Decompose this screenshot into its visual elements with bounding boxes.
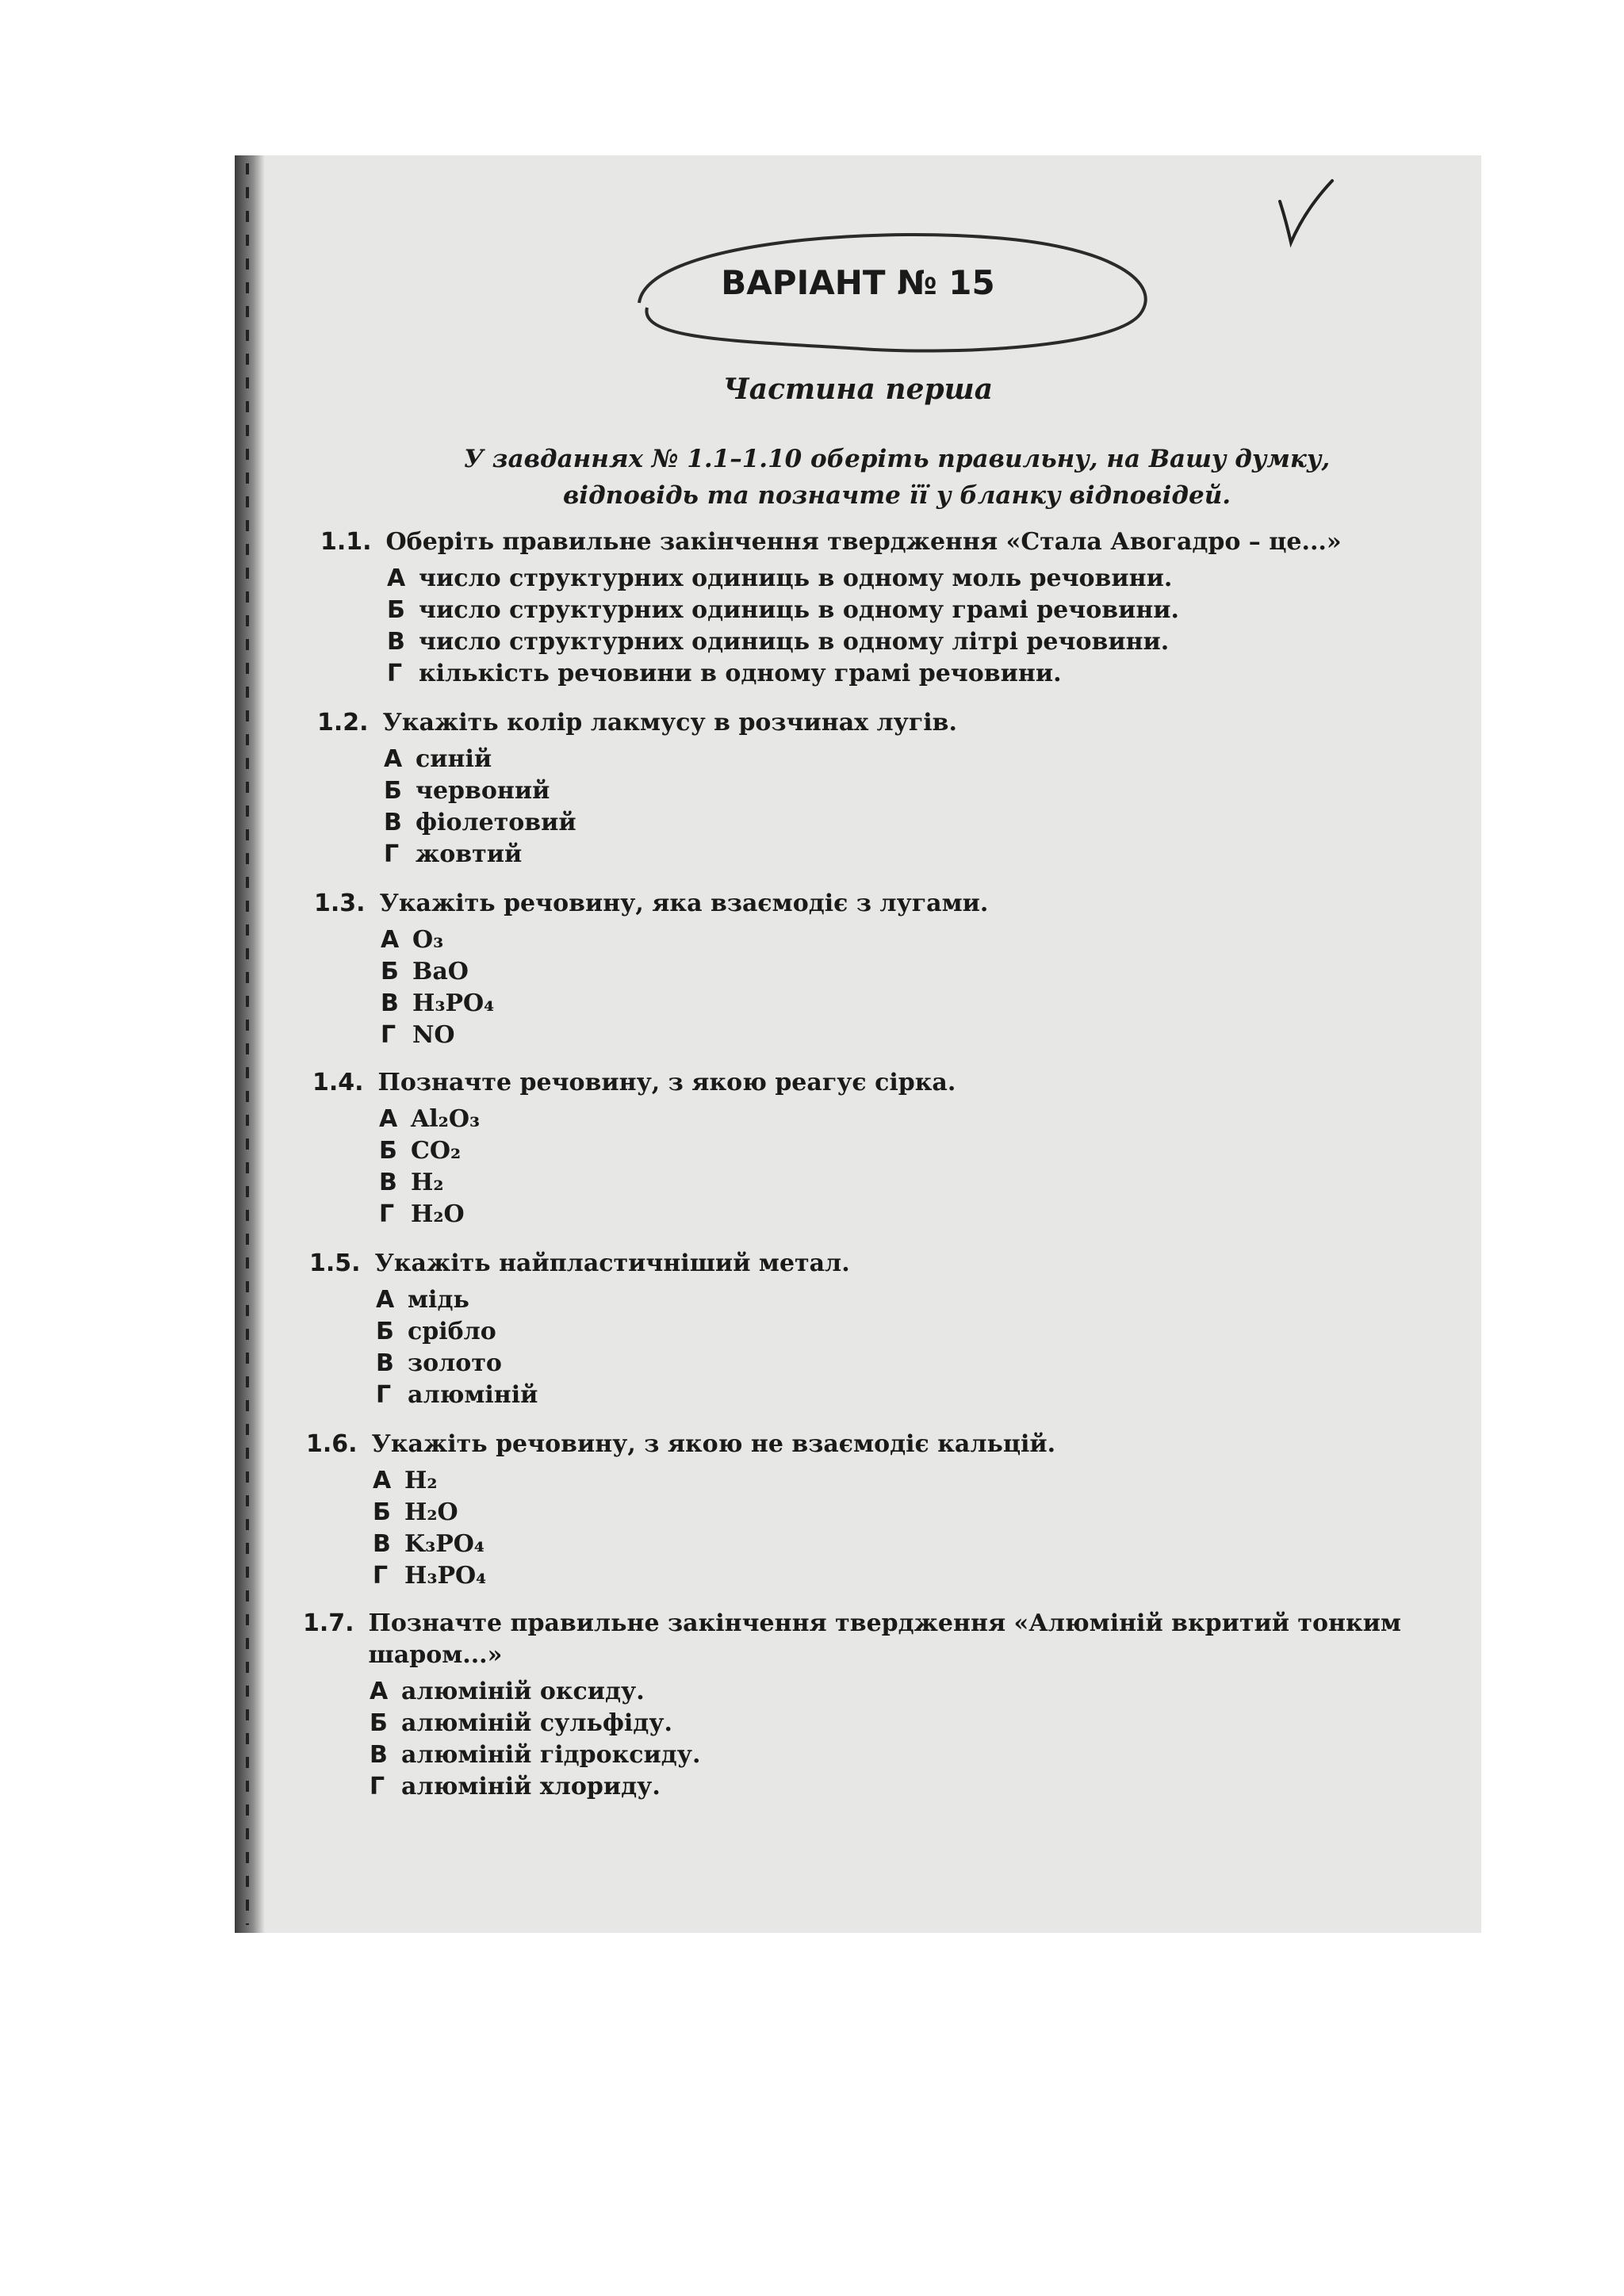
option-letter: Б <box>384 777 402 805</box>
option-text: алюміній оксиду. <box>401 1678 645 1705</box>
option-g <box>373 1560 1400 1592</box>
option-text: число структурних одиниць в одному літрі речовини. <box>419 628 1170 656</box>
option-text: червоний <box>416 777 550 805</box>
option-b <box>373 1497 1400 1529</box>
question-1-2 <box>317 707 1411 871</box>
option-letter: Б <box>379 1137 397 1165</box>
option-letter: В <box>381 989 399 1017</box>
option-letter: А <box>381 926 400 954</box>
option-letter: Б <box>373 1498 391 1526</box>
option-v <box>381 988 1408 1020</box>
option-v <box>384 807 1411 839</box>
option-a <box>381 924 1408 956</box>
option-letter: Б <box>370 1709 388 1737</box>
question-text: Позначте речовину, з якою реагує сірка. <box>377 1069 956 1096</box>
question-number: 1.4. <box>312 1069 364 1096</box>
option-letter: Б <box>376 1318 394 1345</box>
option-text: алюміній <box>408 1381 538 1409</box>
option-v <box>370 1739 1461 1771</box>
option-text: фіолетовий <box>416 809 576 836</box>
option-letter: Б <box>387 596 405 624</box>
option-letter: Г <box>381 1021 396 1049</box>
option-letter: Г <box>373 1562 389 1590</box>
option-a <box>379 1104 1407 1135</box>
option-text: число структурних одиниць в одному грамі речовини. <box>419 596 1179 624</box>
option-text: Al₂O₃ <box>411 1105 481 1133</box>
option-letter: А <box>384 745 403 773</box>
option-text: кількість речовини в одному грамі речовини. <box>419 660 1062 687</box>
handwritten-checkmark-icon <box>1274 178 1337 249</box>
option-text: жовтий <box>416 840 523 868</box>
question-number: 1.1. <box>320 528 372 556</box>
answer-options <box>370 1676 1461 1803</box>
option-v <box>387 626 1415 658</box>
option-a <box>373 1465 1400 1497</box>
option-text: мідь <box>408 1286 469 1314</box>
question-number: 1.2. <box>317 709 369 737</box>
option-v <box>379 1167 1407 1199</box>
option-letter: В <box>384 809 402 836</box>
page-edge-cut-line <box>246 163 249 1925</box>
option-b <box>376 1316 1404 1348</box>
option-letter: А <box>376 1286 395 1314</box>
answer-options <box>379 1104 1407 1230</box>
question-number: 1.7. <box>303 1609 354 1637</box>
option-text: срібло <box>408 1318 496 1345</box>
option-letter: В <box>376 1349 394 1377</box>
option-text: H₂ <box>404 1467 438 1494</box>
answer-options <box>373 1465 1400 1592</box>
option-a <box>370 1676 1461 1708</box>
option-text: K₃PO₄ <box>404 1530 485 1558</box>
option-letter: Г <box>384 840 400 868</box>
question-number: 1.3. <box>314 890 366 917</box>
option-b <box>370 1708 1461 1739</box>
option-g <box>381 1020 1408 1051</box>
question-text: Оберіть правильне закінчення твердження «Стала Авогадро – це...» <box>385 528 1342 556</box>
option-letter: В <box>373 1530 391 1558</box>
option-letter: А <box>379 1105 398 1133</box>
option-text: H₂ <box>411 1169 444 1196</box>
option-b <box>381 956 1408 988</box>
option-text: CO₂ <box>411 1137 462 1165</box>
option-g <box>376 1380 1404 1411</box>
option-letter: Б <box>381 958 399 985</box>
option-letter: В <box>387 628 405 656</box>
option-letter: А <box>387 564 406 592</box>
option-b <box>387 595 1415 626</box>
question-text: Укажіть найпластичніший метал. <box>374 1249 850 1277</box>
option-a <box>376 1284 1404 1316</box>
answer-options <box>387 563 1415 690</box>
question-1-4 <box>312 1067 1407 1230</box>
answer-options <box>384 744 1411 871</box>
option-b <box>379 1135 1407 1167</box>
option-letter: В <box>370 1741 388 1769</box>
question-number: 1.6. <box>306 1430 358 1458</box>
option-letter: Г <box>379 1200 395 1228</box>
option-g <box>384 839 1411 871</box>
option-text: H₃PO₄ <box>404 1562 487 1590</box>
part-title: Частина перша <box>722 373 994 406</box>
question-text: Укажіть речовину, з якою не взаємодіє кальцій. <box>371 1430 1056 1458</box>
question-1-1 <box>320 526 1415 690</box>
question-number: 1.5. <box>309 1249 361 1277</box>
option-letter: Г <box>370 1773 385 1800</box>
option-text: алюміній сульфіду. <box>401 1709 672 1737</box>
option-g <box>387 658 1415 690</box>
question-1-3 <box>314 888 1408 1051</box>
option-b <box>384 775 1411 807</box>
question-1-6 <box>306 1429 1400 1592</box>
option-text: H₂O <box>404 1498 458 1526</box>
question-text: Укажіть колір лакмусу в розчинах лугів. <box>382 709 957 737</box>
question-1-5 <box>309 1248 1404 1411</box>
variant-title: ВАРІАНТ № 15 <box>721 263 995 302</box>
option-text: O₃ <box>412 926 444 954</box>
option-v <box>376 1348 1404 1380</box>
option-text: BaO <box>412 958 469 985</box>
question-text: Позначте правильне закінчення твердження «Алюміній вкритий тонким шаром...» <box>368 1609 1401 1669</box>
option-text: золото <box>408 1349 502 1377</box>
question-text: Укажіть речовину, яка взаємодіє з лугами. <box>379 890 989 917</box>
instruction-text: У завданнях № 1.1–1.10 оберіть правильну, на Вашу думку, відповідь та позначте її у бланку відповідей. <box>463 445 1331 510</box>
option-text: алюміній гідроксиду. <box>401 1741 701 1769</box>
option-g <box>370 1771 1461 1803</box>
question-1-7 <box>303 1608 1461 1803</box>
answer-options <box>376 1284 1404 1411</box>
option-letter: А <box>373 1467 392 1494</box>
option-text: H₂O <box>411 1200 465 1228</box>
option-letter: А <box>370 1678 389 1705</box>
answer-options <box>381 924 1408 1051</box>
option-text: синій <box>416 745 492 773</box>
scanned-page <box>235 155 1481 1933</box>
option-text: число структурних одиниць в одному моль речовини. <box>419 564 1173 592</box>
option-a <box>387 563 1415 595</box>
option-text: NO <box>412 1021 455 1049</box>
option-a <box>384 744 1411 775</box>
option-text: H₃PO₄ <box>412 989 495 1017</box>
option-letter: В <box>379 1169 397 1196</box>
option-letter: Г <box>376 1381 392 1409</box>
option-g <box>379 1199 1407 1230</box>
option-text: алюміній хлориду. <box>401 1773 661 1800</box>
option-v <box>373 1529 1400 1560</box>
option-letter: Г <box>387 660 403 687</box>
